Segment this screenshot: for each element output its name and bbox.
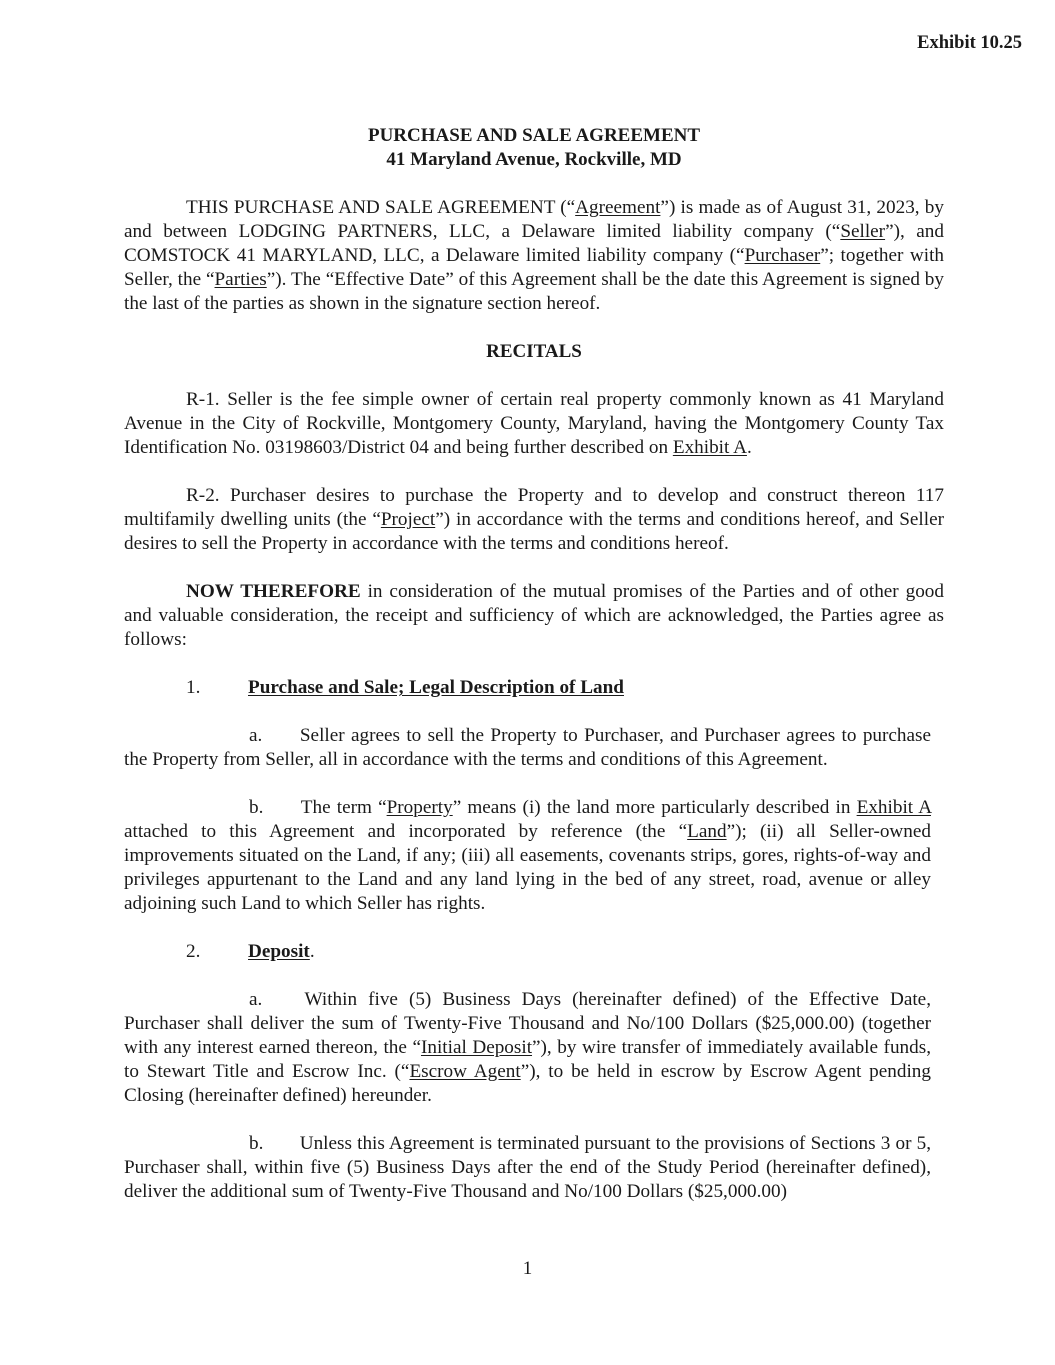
section-1b: b. The term “Property” means (i) the land more particularly described in Exhibit A attached to this Agreement and incorporated by reference (the “Land”); (ii) all Seller-owned improvements situated on the Land, if any; (iii) all easements, covenants strips, gores, rights-of-way and privileges appurtenant to the Land and any land lying in the bed of any street, road, avenue or alley adjoining such Land to which Seller has rights. <box>124 797 932 914</box>
section-2a: a. Within five (5) Business Days (hereinafter defined) of the Effective Date, Purchaser shall deliver the sum of Twenty-Five Thousand and No/100 Dollars ($25,000.00) (together with any interest earned thereon, the “Initial Deposit”), by wire transfer of immediately available funds, to Stewart Title and Escrow Inc. (“Escrow Agent”), to be held in escrow by Escrow Agent pending Closing (hereinafter defined) hereunder. <box>124 989 931 1106</box>
section-1a: a. Seller agrees to sell the Property to Purchaser, and Purchaser agrees to purchase the Property from Seller, all in accordance with the terms and conditions of this Agreement. <box>124 725 932 770</box>
exhibit-label: Exhibit 10.25 <box>917 33 1022 53</box>
recitals-heading: RECITALS <box>486 341 582 362</box>
recital-r2: R-2. Purchaser desires to purchase the Property and to develop and construct thereon 117 multifamily dwelling units (the “Project”) in accordance with the terms and conditions hereof, and Seller desires to sell the Property in accordance with the terms and conditions hereof. <box>124 485 944 554</box>
recital-r1: R-1. Seller is the fee simple owner of certain real property commonly known as 41 Maryland Avenue in the City of Rockville, Montgomery County, Maryland, having the Montgomery County Tax Identification No. 03198603/District 04 and being further described on Exhibit A. <box>124 389 944 458</box>
page-number: 1 <box>522 1258 533 1279</box>
section-2b: b. Unless this Agreement is terminated pursuant to the provisions of Sections 3 or 5, Purchaser shall, within five (5) Business Days after the end of the Study Period (hereinafter defined), deliver the additional sum of Twenty-Five Thousand and No/100 Dollars ($25,000.00) <box>124 1133 931 1202</box>
section-2-heading: 2. Deposit. <box>186 941 315 962</box>
section-1-heading: 1. Purchase and Sale; Legal Description of Land <box>186 677 624 698</box>
now-therefore-paragraph: NOW THEREFORE in consideration of the mutual promises of the Parties and of other good and valuable consideration, the receipt and sufficiency of which are acknowledged, the Parties agree as follows: <box>124 581 944 650</box>
document-body <box>124 124 944 1204</box>
document-title: PURCHASE AND SALE AGREEMENT <box>367 125 701 146</box>
intro-paragraph: THIS PURCHASE AND SALE AGREEMENT (“Agreement”) is made as of August 31, 2023, by and between LODGING PARTNERS, LLC, a Delaware limited liability company (“Seller”), and COMSTOCK 41 MARYLAND, LLC, a Delaware limited liability company (“Purchaser”; together with Seller, the “Parties”). The “Effective Date” of this Agreement shall be the date this Agreement is signed by the last of the parties as shown in the signature section hereof. <box>124 197 944 314</box>
property-address: 41 Maryland Avenue, Rockville, MD <box>386 149 682 170</box>
